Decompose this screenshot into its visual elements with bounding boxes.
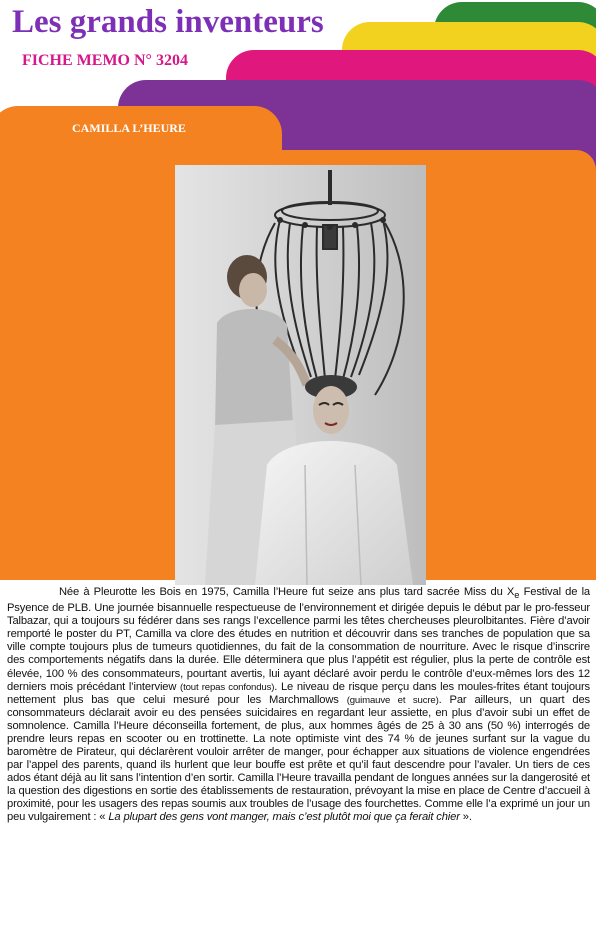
page-title: Les grands inventeurs [12,4,324,40]
portrait-photo [175,165,426,585]
fiche-number: FICHE MEMO N° 3204 [22,52,188,69]
article-text-end: ». [459,811,472,824]
article-sub: e [514,590,520,601]
article-body [7,586,590,824]
article-aside-1: (tout repas confondus) [180,681,275,693]
article-aside-2: (guimauve et sucre) [346,694,439,706]
article-quote: La plupart des gens vont manger, mais c’est plutôt moi que ça ferait chier [108,811,460,824]
article-text-4: . Par ailleurs, un quart des consommateurs déclarait avoir eu des pensées suicidaires en regardant leur assiette, en plus d’avoir subi un effet de somnolence. Camilla l’Heure déconseilla fortement, de plus, aux hommes âgés de 25 à 30 ans (50 %) interrogés de prendre leurs repas en scooter ou en trottinette. La note optimiste vint des 74 % de jeunes surfant sur la vague du baromètre de Pirateur, qui déclarèrent vouloir arrêter de manger, pour échapper aux situations de violence engendrées par l’appel des parents, quand ils hurlent que leur bouffe est prête et qu’il faut descendre pour l’avaler. Un tiers de ces ados étant déjà au lit sans l’intention d’en sortir. Camilla l’Heure travailla pendant de longues années sur la dangerosité et la question des digestions en sortie des établissements de restauration, prévoyant la mise en place de Centre d’accueil à proximité, pour les usagers des repas soumis aux troubles de l’usage des fourchettes. Comme elle l’a exprimé un jour un peu vulgairement : « [7,693,590,824]
subject-name: CAMILLA L’HEURE [72,121,186,135]
article-text-2: Festival de la Psyence de PLB. Une journée bisannuelle respectueuse de l’environnement et dirigée depuis le début par le pro-fesseur Talbazar, qui a toujours su fédérer dans ses rangs l’excellence parmi les têtes chercheuses pleurolbitantes. Fière d’avoir remporté le poster du PT, Camilla va clore des études en nutrition et découvrir dans ses tranches de population que sa ville compte toujours plus de tumeurs quotidiennes, du fait de la consommation de nourriture. Avec le risque d’inscrire des comportements négatifs dans la durée. Elle déterminera que plus l’appétit est régulier, plus la perte de contrôle est élevée, 100 % des consommateurs, pourtant avertis, lui ayant déclaré avoir perdu le contrôle d’eux-mêmes lors des 12 derniers mois précédant l’interview [7,586,590,693]
article-text-3: . Le niveau de risque perçu dans les moules-frites étant toujours nettement plus bas que celui mesuré pour les Marchmallows [7,680,590,706]
photo-illustration [175,165,426,585]
article-text-1: Née à Pleurotte les Bois en 1975, Camilla l’Heure fut seize ans plus tard sacrée Miss du X [59,586,515,598]
